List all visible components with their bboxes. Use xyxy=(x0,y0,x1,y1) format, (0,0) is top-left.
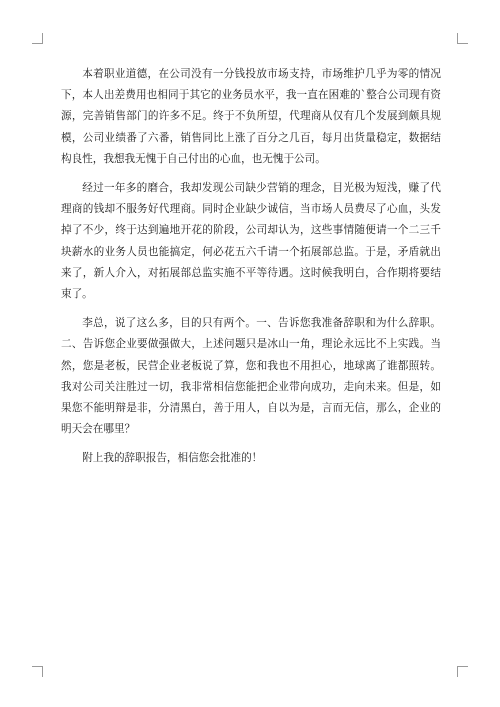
document-body xyxy=(61,64,441,478)
paragraph-2: 经过一年多的磨合，我却发现公司缺少营销的理念，目光极为短浅，赚了代理商的钱却不服务好代理商。同时企业缺少诚信，当市场人员费尽了心血，头发掉了不少，终于达到遍地开花的阶段，公司却认为，这些事情随便请一个二三千块薪水的业务人员也能搞定，何必花五六千请一个拓展部总监。于是，矛盾就出来了，新人介入，对拓展部总监实施不平等待遇。这时候我明白，合作期将要结束了。 xyxy=(61,182,441,301)
paragraph-1: 本着职业道德，在公司没有一分钱投放市场支持，市场维护几乎为零的情况下，本人出差费用也相同于其它的业务员水平，我一直在困难的`整合公司现有资源，完善销售部门的许多不足。终于不负所望，代理商从仅有几个发展到颇具规模，公司业绩番了六番，销售同比上涨了百分之几百，每月出货量稳定，数据结构良性，我想我无愧于自己付出的心血，也无愧于公司。 xyxy=(61,68,441,165)
corner-mark-bottom-left xyxy=(32,666,43,677)
corner-mark-top-left xyxy=(32,33,43,44)
corner-mark-top-right xyxy=(457,33,468,44)
corner-mark-bottom-right xyxy=(457,666,468,677)
paragraph-3: 李总，说了这么多，目的只有两个。一、告诉您我准备辞职和为什么辞职。二、告诉您企业要做强做大，上述问题只是冰山一角，理论永远比不上实践。当然，您是老板，民营企业老板说了算，您和我也不用担心，地球离了谁都照转。我对公司关注胜过一切，我非常相信您能把企业带向成功，走向未来。但是，如果您不能明辩是非，分清黑白，善于用人，自以为是，言而无信，那么，企业的明天会在哪里？ xyxy=(61,317,441,436)
paragraph-4: 附上我的辞职报告，相信您会批准的！ xyxy=(82,452,263,465)
